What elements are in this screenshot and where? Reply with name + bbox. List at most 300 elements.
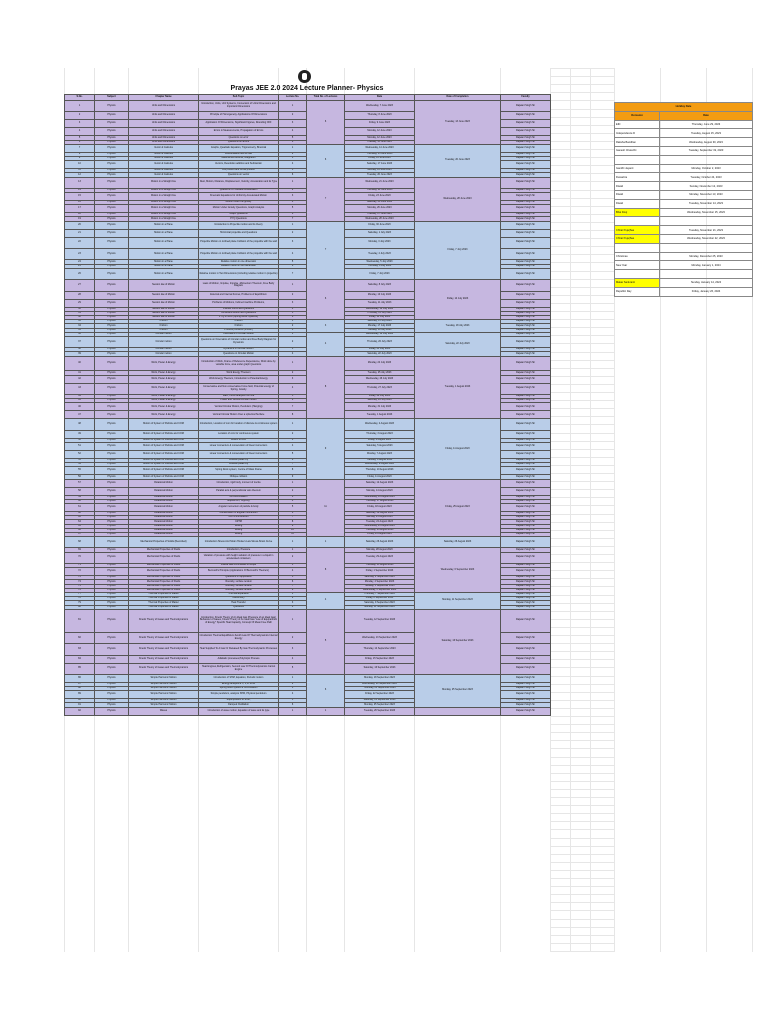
holiday-date: Friday, January 26, 2024 <box>660 287 753 296</box>
row-sno: 48 <box>65 419 95 430</box>
row-sno: 64 <box>65 520 95 524</box>
row-chapter: Units and Dimensions <box>129 101 199 112</box>
row-sno: 4 <box>65 128 95 136</box>
grid-row-line <box>550 400 614 401</box>
row-chapter: Motion in a Plane <box>129 221 199 229</box>
row-date: Thursday, 6 July 2023 <box>345 264 415 268</box>
row-faculty: Rajwant Singh Sir <box>501 299 551 307</box>
row-sno: 18 <box>65 213 95 217</box>
row-date: Thursday, 7 September 2023 <box>345 592 415 596</box>
grid-row-line <box>550 206 614 207</box>
row-chapter: Rotational Motion <box>129 524 199 528</box>
row-subject: Physics <box>95 188 129 192</box>
row-faculty: Rajwant Singh Sir <box>501 463 551 467</box>
row-date: Wednesday, 7 June 2023 <box>345 101 415 112</box>
row-sno: 78 <box>65 597 95 601</box>
row-date: Friday, 16 June 2023 <box>345 156 415 160</box>
row-date: Monday, 14 August 2023 <box>345 487 415 495</box>
grid-row-line <box>550 157 614 158</box>
column-header: Chapter Name <box>129 95 199 101</box>
row-subtopic: Rest, Motion, Distance, Displacement, Velocity, Acceleration and its Type <box>199 177 279 188</box>
row-faculty: Rajwant Singh Sir <box>501 532 551 536</box>
row-date-of-completion: Tuesday, 13 June 2023 <box>415 101 501 145</box>
row-date: Thursday, 21 September 2023 <box>345 687 415 691</box>
row-subject: Physics <box>95 140 129 144</box>
row-lecture-no: 1 <box>279 356 307 371</box>
row-lecture-no: 5 <box>279 699 307 703</box>
grid-row-line <box>550 570 614 571</box>
grid-row-line <box>550 449 614 450</box>
holiday-occasion: Diwali <box>615 182 660 191</box>
holiday-occasion: EID <box>615 120 660 129</box>
row-date: Wednesday, 14 June 2023 <box>345 144 415 152</box>
grid-row-line <box>550 595 614 596</box>
row-lecture-no: 5 <box>279 205 307 213</box>
row-subtopic: MEC, Force analysis from PE <box>199 395 279 399</box>
row-date-of-completion: Tuesday, 18 July 2023 <box>415 320 501 333</box>
row-lecture-no: 1 <box>279 707 307 715</box>
row-subtopic: Maxima and Minima, Integration <box>199 156 279 160</box>
grid-row-line <box>550 862 614 863</box>
row-lecture-no: 7 <box>279 463 307 467</box>
row-faculty: Rajwant Singh Sir <box>501 707 551 715</box>
row-subject: Physics <box>95 475 129 479</box>
row-sno: 86 <box>65 674 95 682</box>
row-sno: 44 <box>65 395 95 399</box>
row-date: Monday, 10 July 2023 <box>345 291 415 299</box>
holiday-row <box>615 138 753 147</box>
grid-row-line <box>550 667 614 668</box>
row-lecture-no: 3 <box>279 375 307 383</box>
row-subject: Physics <box>95 375 129 383</box>
row-subtopic: Viscosity, surface tension <box>199 580 279 584</box>
row-date: Saturday, 17 June 2023 <box>345 161 415 169</box>
row-subtopic: Errors in Measurements, Propagation of Errors <box>199 128 279 136</box>
row-chapter: Motion in a Straight line <box>129 177 199 188</box>
holiday-occasion: Raksha Bandhan <box>615 138 660 147</box>
row-lecture-no: 8 <box>279 588 307 592</box>
holiday-occasion: Independence D <box>615 129 660 138</box>
row-lecture-no: 3 <box>279 564 307 568</box>
row-faculty: Rajwant Singh Sir <box>501 237 551 248</box>
grid-row-line <box>550 886 614 887</box>
grid-row-line <box>550 214 614 215</box>
row-date: Tuesday, 13 June 2023 <box>345 140 415 144</box>
row-subtopic: Horizontal projectile and Questions <box>199 229 279 237</box>
grid-row-line <box>550 181 614 182</box>
row-faculty: Rajwant Singh Sir <box>501 592 551 596</box>
row-faculty: Rajwant Singh Sir <box>501 609 551 632</box>
row-date: Tuesday, 25 July 2023 <box>345 371 415 375</box>
holiday-date: Wednesday, August 30, 2023 <box>660 138 753 147</box>
grid-row-line <box>550 424 614 425</box>
row-faculty: Rajwant Singh Sir <box>501 383 551 394</box>
row-subject: Physics <box>95 324 129 328</box>
grid-row-line <box>550 319 614 320</box>
row-chapter: Thermal Properties of Matter <box>129 597 199 601</box>
row-chapter: Units and Dimensions <box>129 136 199 140</box>
row-chapter: Motion of System of Particle and COM <box>129 438 199 442</box>
row-chapter: Motion in a Straight line <box>129 201 199 205</box>
row-lecture-no: 6 <box>279 459 307 463</box>
row-subtopic: Viscosity, surface tension <box>199 584 279 588</box>
row-sno: 3 <box>65 120 95 128</box>
holiday-row <box>615 208 753 217</box>
row-sno: 10 <box>65 161 95 169</box>
grid-row-line <box>550 927 614 928</box>
grid-row-line <box>550 805 614 806</box>
grid-row-line <box>550 894 614 895</box>
row-subtopic: Questions On Variable Acceleration <box>199 188 279 192</box>
row-lecture-no: 1 <box>279 332 307 336</box>
row-subtopic: Variation of pressure with height variation of pressure in a liquid in accelerated containers <box>199 552 279 563</box>
row-sno: 25 <box>65 264 95 268</box>
row-subject: Physics <box>95 348 129 352</box>
row-lecture-no: 1 <box>279 548 307 552</box>
grid-row-line <box>550 230 614 231</box>
holiday-date: Wednesday, November 22, 2023 <box>660 234 753 243</box>
row-sno: 28 <box>65 291 95 299</box>
row-chapter: Kinetic Theory of Gases and Thermodynamics <box>129 609 199 632</box>
row-sno: 37 <box>65 336 95 347</box>
row-sno: 20 <box>65 221 95 229</box>
row-faculty: Rajwant Singh Sir <box>501 324 551 328</box>
grid-row-line <box>550 611 614 612</box>
row-subtopic: Collision(head on) <box>199 459 279 463</box>
grid-row-line <box>550 392 614 393</box>
row-subject: Physics <box>95 112 129 120</box>
row-subject: Physics <box>95 395 129 399</box>
row-date: Thursday, 17 August 2023 <box>345 499 415 503</box>
row-subtopic: Questions on Kinematics of Circular motion and Free Body Diagram for Dynamics <box>199 336 279 347</box>
row-chapter: Motion in a Straight line <box>129 205 199 213</box>
row-chapter: Mechanical Properties of Fluids <box>129 548 199 552</box>
row-total-lectures: 8 <box>307 548 345 593</box>
row-chapter: Rotational Motion <box>129 528 199 532</box>
row-chapter: Vector & Calculus <box>129 169 199 173</box>
row-sno: 83 <box>65 644 95 655</box>
column-header: Lecture No. <box>279 95 307 101</box>
row-chapter: Motion of System of Particle and COM <box>129 475 199 479</box>
row-subtopic: Rolling <box>199 528 279 532</box>
row-chapter: Motion in a Straight line <box>129 217 199 221</box>
row-date: Wednesday, 13 September 2023 <box>345 632 415 643</box>
holiday-date: Thursday, June 29, 2023 <box>660 120 753 129</box>
grid-row-line <box>550 692 614 693</box>
row-date: Monday, 28 August 2023 <box>345 548 415 552</box>
grid-row-line <box>550 311 614 312</box>
row-subject: Physics <box>95 120 129 128</box>
row-subject: Physics <box>95 487 129 495</box>
holiday-row <box>615 243 753 252</box>
row-faculty: Rajwant Singh Sir <box>501 140 551 144</box>
row-subtopic: Introduction, Units, Unit Systems, Conversion of Units Dimensions and Important Dimensions <box>199 101 279 112</box>
row-faculty: Rajwant Singh Sir <box>501 691 551 699</box>
grid-row-line <box>550 740 614 741</box>
row-faculty: Rajwant Singh Sir <box>501 601 551 605</box>
row-lecture-no: 3 <box>279 687 307 691</box>
row-faculty: Rajwant Singh Sir <box>501 205 551 213</box>
row-date: Monday, 17 July 2023 <box>345 324 415 328</box>
row-chapter: Mechanical Properties of Fluids <box>129 584 199 588</box>
row-date: Friday, 21 July 2023 <box>345 348 415 352</box>
row-date: Monday, 11 September 2023 <box>345 605 415 609</box>
row-date: Thursday, 3 August 2023 <box>345 430 415 438</box>
row-date: Wednesday, 6 September 2023 <box>345 588 415 592</box>
row-faculty: Rajwant Singh Sir <box>501 399 551 403</box>
row-sno: 74 <box>65 580 95 584</box>
row-sno: 56 <box>65 475 95 479</box>
grid-row-line <box>550 125 614 126</box>
row-date: Tuesday, 27 June 2023 <box>345 213 415 217</box>
row-faculty: Rajwant Singh Sir <box>501 193 551 201</box>
row-chapter: Newton law of Motion <box>129 311 199 315</box>
row-lecture-no: 3 <box>279 237 307 248</box>
row-date: Monday, 24 July 2023 <box>345 356 415 371</box>
grid-row-line <box>550 343 614 344</box>
row-faculty: Rajwant Singh Sir <box>501 332 551 336</box>
row-faculty: Rajwant Singh Sir <box>501 674 551 682</box>
grid-row-line <box>550 141 614 142</box>
table-row <box>65 537 551 548</box>
row-subject: Physics <box>95 161 129 169</box>
row-chapter: Kinetic Theory of Gases and Thermodynamics <box>129 663 199 674</box>
row-lecture-no: 4 <box>279 605 307 609</box>
row-subject: Physics <box>95 371 129 375</box>
row-chapter: Units and Dimensions <box>129 128 199 136</box>
row-subject: Physics <box>95 463 129 467</box>
row-faculty: Rajwant Singh Sir <box>501 307 551 311</box>
row-chapter: Simple Harmonic Motion <box>129 699 199 703</box>
row-date: Monday, 12 June 2023 <box>345 128 415 136</box>
row-sno: 6 <box>65 140 95 144</box>
row-lecture-no: 5 <box>279 395 307 399</box>
table-row <box>65 419 551 430</box>
row-sno: 40 <box>65 356 95 371</box>
holiday-row <box>615 261 753 270</box>
row-date: Wednesday, 26 July 2023 <box>345 375 415 383</box>
row-faculty: Rajwant Singh Sir <box>501 516 551 520</box>
row-faculty: Rajwant Singh Sir <box>501 201 551 205</box>
row-faculty: Rajwant Singh Sir <box>501 120 551 128</box>
row-date: Saturday, 23 September 2023 <box>345 699 415 703</box>
row-chapter: Work, Power & Energy <box>129 395 199 399</box>
row-faculty: Rajwant Singh Sir <box>501 511 551 515</box>
row-faculty: Rajwant Singh Sir <box>501 588 551 592</box>
holiday-date: Sunday, November 12, 2023 <box>660 182 753 191</box>
row-date: Tuesday, 12 September 2023 <box>345 609 415 632</box>
grid-row-line <box>550 408 614 409</box>
grid-row-line <box>550 522 614 523</box>
holiday-date: Monday, November 13, 2023 <box>660 190 753 199</box>
row-subject: Physics <box>95 136 129 140</box>
holiday-row <box>615 217 753 226</box>
row-lecture-no: 2 <box>279 371 307 375</box>
column-header: S.No. <box>65 95 95 101</box>
row-date: Monday, 7 August 2023 <box>345 451 415 459</box>
holiday-row <box>615 146 753 155</box>
row-lecture-no: 3 <box>279 299 307 307</box>
row-faculty: Rajwant Singh Sir <box>501 101 551 112</box>
row-lecture-no: 4 <box>279 499 307 503</box>
grid-row-line <box>550 84 614 85</box>
grid-row-line <box>550 684 614 685</box>
holiday-date: Monday, January 1, 2024 <box>660 261 753 270</box>
column-header: Faculty <box>501 95 551 101</box>
row-subject: Physics <box>95 352 129 356</box>
row-chapter: Thermal Properties of Matter <box>129 605 199 609</box>
grid-row-line <box>550 781 614 782</box>
row-sno: 54 <box>65 463 95 467</box>
row-lecture-no: 3 <box>279 495 307 499</box>
row-subject: Physics <box>95 605 129 609</box>
row-sno: 61 <box>65 503 95 511</box>
row-subtopic: Linear momentum & conservation of linear momentum <box>199 451 279 459</box>
row-lecture-no: 2 <box>279 487 307 495</box>
row-sno: 76 <box>65 588 95 592</box>
row-chapter: Kinetic Theory of Gases and Thermodynamics <box>129 644 199 655</box>
row-faculty: Rajwant Singh Sir <box>501 152 551 156</box>
holiday-occasion <box>615 217 660 226</box>
row-subject: Physics <box>95 169 129 173</box>
row-lecture-no: 3 <box>279 328 307 332</box>
row-subtopic: Application Of Dimensions, Significant Figures, Rounding OFF <box>199 120 279 128</box>
row-faculty: Rajwant Singh Sir <box>501 291 551 299</box>
row-faculty: Rajwant Singh Sir <box>501 499 551 503</box>
row-subject: Physics <box>95 411 129 419</box>
row-chapter: Circular motion <box>129 336 199 347</box>
row-total-lectures: 4 <box>307 592 345 609</box>
holiday-date: Tuesday, November 14, 2023 <box>660 199 753 208</box>
grid-row-line <box>550 530 614 531</box>
row-sno: 52 <box>65 451 95 459</box>
row-lecture-no: 8 <box>279 520 307 524</box>
grid-row-line <box>550 100 614 101</box>
row-faculty: Rajwant Singh Sir <box>501 144 551 152</box>
row-lecture-no: 1 <box>279 674 307 682</box>
grid-row-line <box>550 724 614 725</box>
row-date: Wednesday, 20 September 2023 <box>345 682 415 686</box>
row-chapter: Work, Power & Energy <box>129 356 199 371</box>
row-subtopic: Questions on Errors <box>199 140 279 144</box>
row-subject: Physics <box>95 495 129 499</box>
row-subtopic: Bernoulli's Principle (Applications Of Bernoulli's Theorem) <box>199 568 279 576</box>
row-lecture-no: 2 <box>279 430 307 438</box>
row-date: Saturday, 26 August 2023 <box>345 537 415 548</box>
holiday-occasion: Republic Day <box>615 287 660 296</box>
row-subtopic: Questions on vector <box>199 173 279 177</box>
row-faculty: Rajwant Singh Sir <box>501 411 551 419</box>
row-subject: Physics <box>95 451 129 459</box>
row-chapter: Motion in a Straight line <box>129 193 199 201</box>
grid-row-line <box>550 352 614 353</box>
holiday-date <box>660 270 753 279</box>
row-subtopic: Parallel axis & perpendicular axis theorem <box>199 487 279 495</box>
grid-row-line <box>550 627 614 628</box>
row-subtopic: Motion under the gravity <box>199 201 279 205</box>
grid-row-line <box>550 505 614 506</box>
row-subtopic: Introduction Thermal Equilibrium Zeroth Law Of Thermodynamics Internal Energy <box>199 632 279 643</box>
row-subject: Physics <box>95 524 129 528</box>
row-subtopic: Vertical Circular Motion, Pendulum (Hanging) <box>199 403 279 411</box>
row-chapter: Thermal Properties of Matter <box>129 592 199 596</box>
column-header: Subject <box>95 95 129 101</box>
row-sno: 13 <box>65 177 95 188</box>
row-faculty: Rajwant Singh Sir <box>501 568 551 576</box>
row-sno: 43 <box>65 383 95 394</box>
row-subject: Physics <box>95 144 129 152</box>
row-date: Saturday, 22 July 2023 <box>345 352 415 356</box>
row-sno: 41 <box>65 371 95 375</box>
row-date: Monday, 18 September 2023 <box>345 674 415 682</box>
row-subject: Physics <box>95 609 129 632</box>
row-sno: 19 <box>65 217 95 221</box>
row-faculty: Rajwant Singh Sir <box>501 268 551 279</box>
row-subject: Physics <box>95 403 129 411</box>
row-subtopic: Problems of Motions, Inclined machine Problems, <box>199 299 279 307</box>
row-sno: 24 <box>65 260 95 264</box>
row-date: Monday, 4 September 2023 <box>345 580 415 584</box>
grid-row-line <box>550 910 614 911</box>
grid-row-line <box>550 76 614 77</box>
row-chapter: Motion of System of Particle and COM <box>129 451 199 459</box>
row-lecture-no: 7 <box>279 268 307 279</box>
row-date: Wednesday, 9 August 2023 <box>345 463 415 467</box>
row-subject: Physics <box>95 576 129 580</box>
row-sno: 65 <box>65 524 95 528</box>
row-chapter: Circular motion <box>129 348 199 352</box>
row-lecture-no: 1 <box>279 144 307 152</box>
row-faculty: Rajwant Singh Sir <box>501 503 551 511</box>
grid-row-line <box>550 586 614 587</box>
row-lecture-no: 4 <box>279 691 307 699</box>
row-subtopic: Work Energy Theorem, Introduction to Potential Energy <box>199 375 279 383</box>
row-subject: Physics <box>95 592 129 596</box>
row-faculty: Rajwant Singh Sir <box>501 136 551 140</box>
holiday-occasion: Christmas <box>615 252 660 261</box>
row-faculty: Rajwant Singh Sir <box>501 487 551 495</box>
row-subject: Physics <box>95 264 129 268</box>
row-date-of-completion: Friday, 7 July 2023 <box>415 221 501 280</box>
row-total-lectures: 11 <box>307 479 345 537</box>
row-date: Thursday, 13 July 2023 <box>345 311 415 315</box>
column-header: Date <box>345 95 415 101</box>
row-date: Monday, 26 June 2023 <box>345 205 415 213</box>
row-sno: 70 <box>65 552 95 563</box>
grid-row-line <box>550 716 614 717</box>
row-lecture-no: 3 <box>279 193 307 201</box>
holiday-date: Tuesday, August 15, 2023 <box>660 129 753 138</box>
row-subtopic: Spring block system, Centre of Mass Frame <box>199 467 279 475</box>
row-subtopic: Principle of Homogeneity, Applications Of Dimensions <box>199 112 279 120</box>
row-sno: 49 <box>65 430 95 438</box>
row-lecture-no: 6 <box>279 140 307 144</box>
row-date-of-completion <box>415 707 501 715</box>
row-lecture-no: 4 <box>279 352 307 356</box>
row-date: Tuesday, 11 July 2023 <box>345 299 415 307</box>
row-date-of-completion: Tuesday, 1 August 2023 <box>415 356 501 419</box>
row-faculty: Rajwant Singh Sir <box>501 528 551 532</box>
row-subtopic: Pseudo Force and Questions <box>199 307 279 311</box>
table-row <box>65 479 551 487</box>
row-subject: Physics <box>95 221 129 229</box>
row-subject: Physics <box>95 588 129 592</box>
row-lecture-no: 2 <box>279 682 307 686</box>
row-sno: 9 <box>65 156 95 160</box>
row-subject: Physics <box>95 682 129 686</box>
row-total-lectures: 6 <box>307 144 345 177</box>
grid-row-line <box>550 902 614 903</box>
